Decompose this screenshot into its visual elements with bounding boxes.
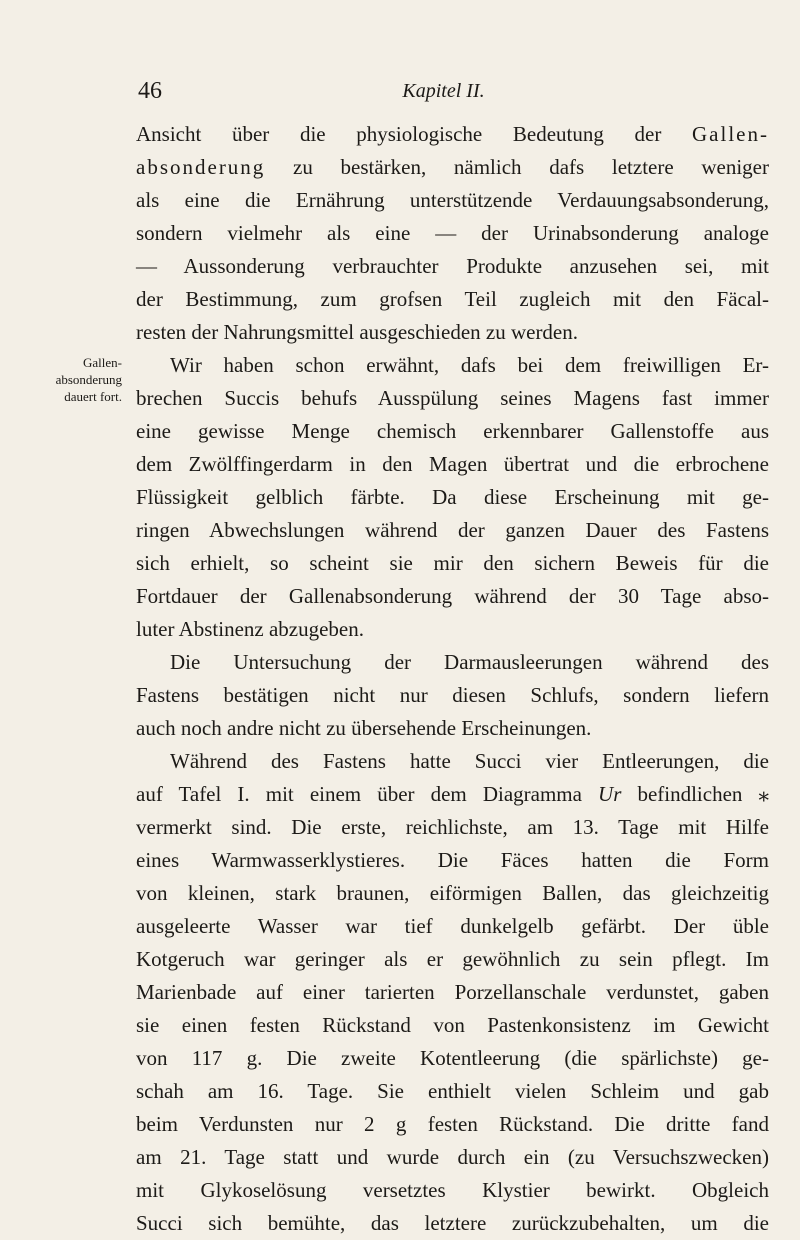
emphasized-term: Gallen-	[692, 122, 769, 146]
text-line: resten der Nahrungsmittel ausgeschieden zu werden.	[136, 320, 579, 344]
text-line: sondern vielmehr als eine — der Urinabsonderung analoge	[136, 221, 769, 245]
page-number: 46	[138, 78, 162, 104]
margin-note	[10, 354, 122, 405]
text-line: eine gewisse Menge chemisch erkennbarer Gallenstoffe aus	[136, 419, 769, 443]
text-line: Kotgeruch war geringer als er gewöhnlich zu sein pflegt. Im	[136, 947, 769, 971]
text-line: Marienbade auf einer tarierten Porzellanschale verdunstet, gaben	[136, 980, 769, 1004]
text-line: brechen Succis behufs Ausspülung seines Magens fast immer	[136, 386, 769, 410]
diagram-label: Ur	[598, 782, 622, 806]
margin-note-line: dauert fort.	[64, 389, 122, 404]
text-line: Ansicht über die physiologische Bedeutung der Gallen-	[136, 122, 769, 146]
text-line: sie einen festen Rückstand von Pastenkonsistenz im Gewicht	[136, 1013, 769, 1037]
page-header	[138, 74, 769, 108]
text-line: Fastens bestätigen nicht nur diesen Schlufs, sondern liefern	[136, 683, 769, 707]
text-line: Die Untersuchung der Darmausleerungen während des	[170, 650, 769, 674]
margin-note-line: Gallen-	[83, 355, 122, 370]
text-line: absonderung zu bestärken, nämlich dafs letztere weniger	[136, 155, 769, 179]
text-line: ringen Abwechslungen während der ganzen Dauer des Fastens	[136, 518, 769, 542]
margin-note-line: absonderung	[55, 372, 122, 387]
text-line: schah am 16. Tage. Sie enthielt vielen Schleim und gab	[136, 1079, 769, 1103]
text-line: Succi sich bemühte, das letztere zurückzubehalten, um die	[136, 1211, 769, 1235]
body-text	[136, 118, 769, 1240]
text-line: mit Glykoselösung versetztes Klystier bewirkt. Obgleich	[136, 1178, 769, 1202]
text-line: — Aussonderung verbrauchter Produkte anzusehen sei, mit	[136, 254, 769, 278]
text-line: von kleinen, stark braunen, eiförmigen Ballen, das gleichzeitig	[136, 881, 769, 905]
text-line: eines Warmwasserklystieres. Die Fäces hatten die Form	[136, 848, 769, 872]
text-line: auf Tafel I. mit einem über dem Diagramma Ur befindlichen ⁎	[136, 782, 769, 806]
text-line: Wir haben schon erwähnt, dafs bei dem freiwilligen Er-	[170, 353, 769, 377]
text-line: der Bestimmung, zum grofsen Teil zugleich mit den Fäcal-	[136, 287, 769, 311]
emphasized-term: absonderung	[136, 155, 266, 179]
text-line: ausgeleerte Wasser war tief dunkelgelb gefärbt. Der üble	[136, 914, 769, 938]
text-line: Fortdauer der Gallenabsonderung während der 30 Tage abso-	[136, 584, 769, 608]
running-title: Kapitel II.	[402, 80, 485, 102]
text-line: sich erhielt, so scheint sie mir den sichern Beweis für die	[136, 551, 769, 575]
text-line: auch noch andre nicht zu übersehende Erscheinungen.	[136, 716, 592, 740]
text-line: vermerkt sind. Die erste, reichlichste, am 13. Tage mit Hilfe	[136, 815, 769, 839]
text-line: von 117 g. Die zweite Kotentleerung (die spärlichste) ge-	[136, 1046, 769, 1070]
text-line: Während des Fastens hatte Succi vier Entleerungen, die	[170, 749, 769, 773]
text-line: dem Zwölffingerdarm in den Magen übertrat und die erbrochene	[136, 452, 769, 476]
text-line: als eine die Ernährung unterstützende Verdauungsabsonderung,	[136, 188, 769, 212]
text-line: Flüssigkeit gelblich färbte. Da diese Erscheinung mit ge-	[136, 485, 769, 509]
text-line: beim Verdunsten nur 2 g festen Rückstand. Die dritte fand	[136, 1112, 769, 1136]
text-line: luter Abstinenz abzugeben.	[136, 617, 365, 641]
text-line: am 21. Tage statt und wurde durch ein (zu Versuchszwecken)	[136, 1145, 769, 1169]
